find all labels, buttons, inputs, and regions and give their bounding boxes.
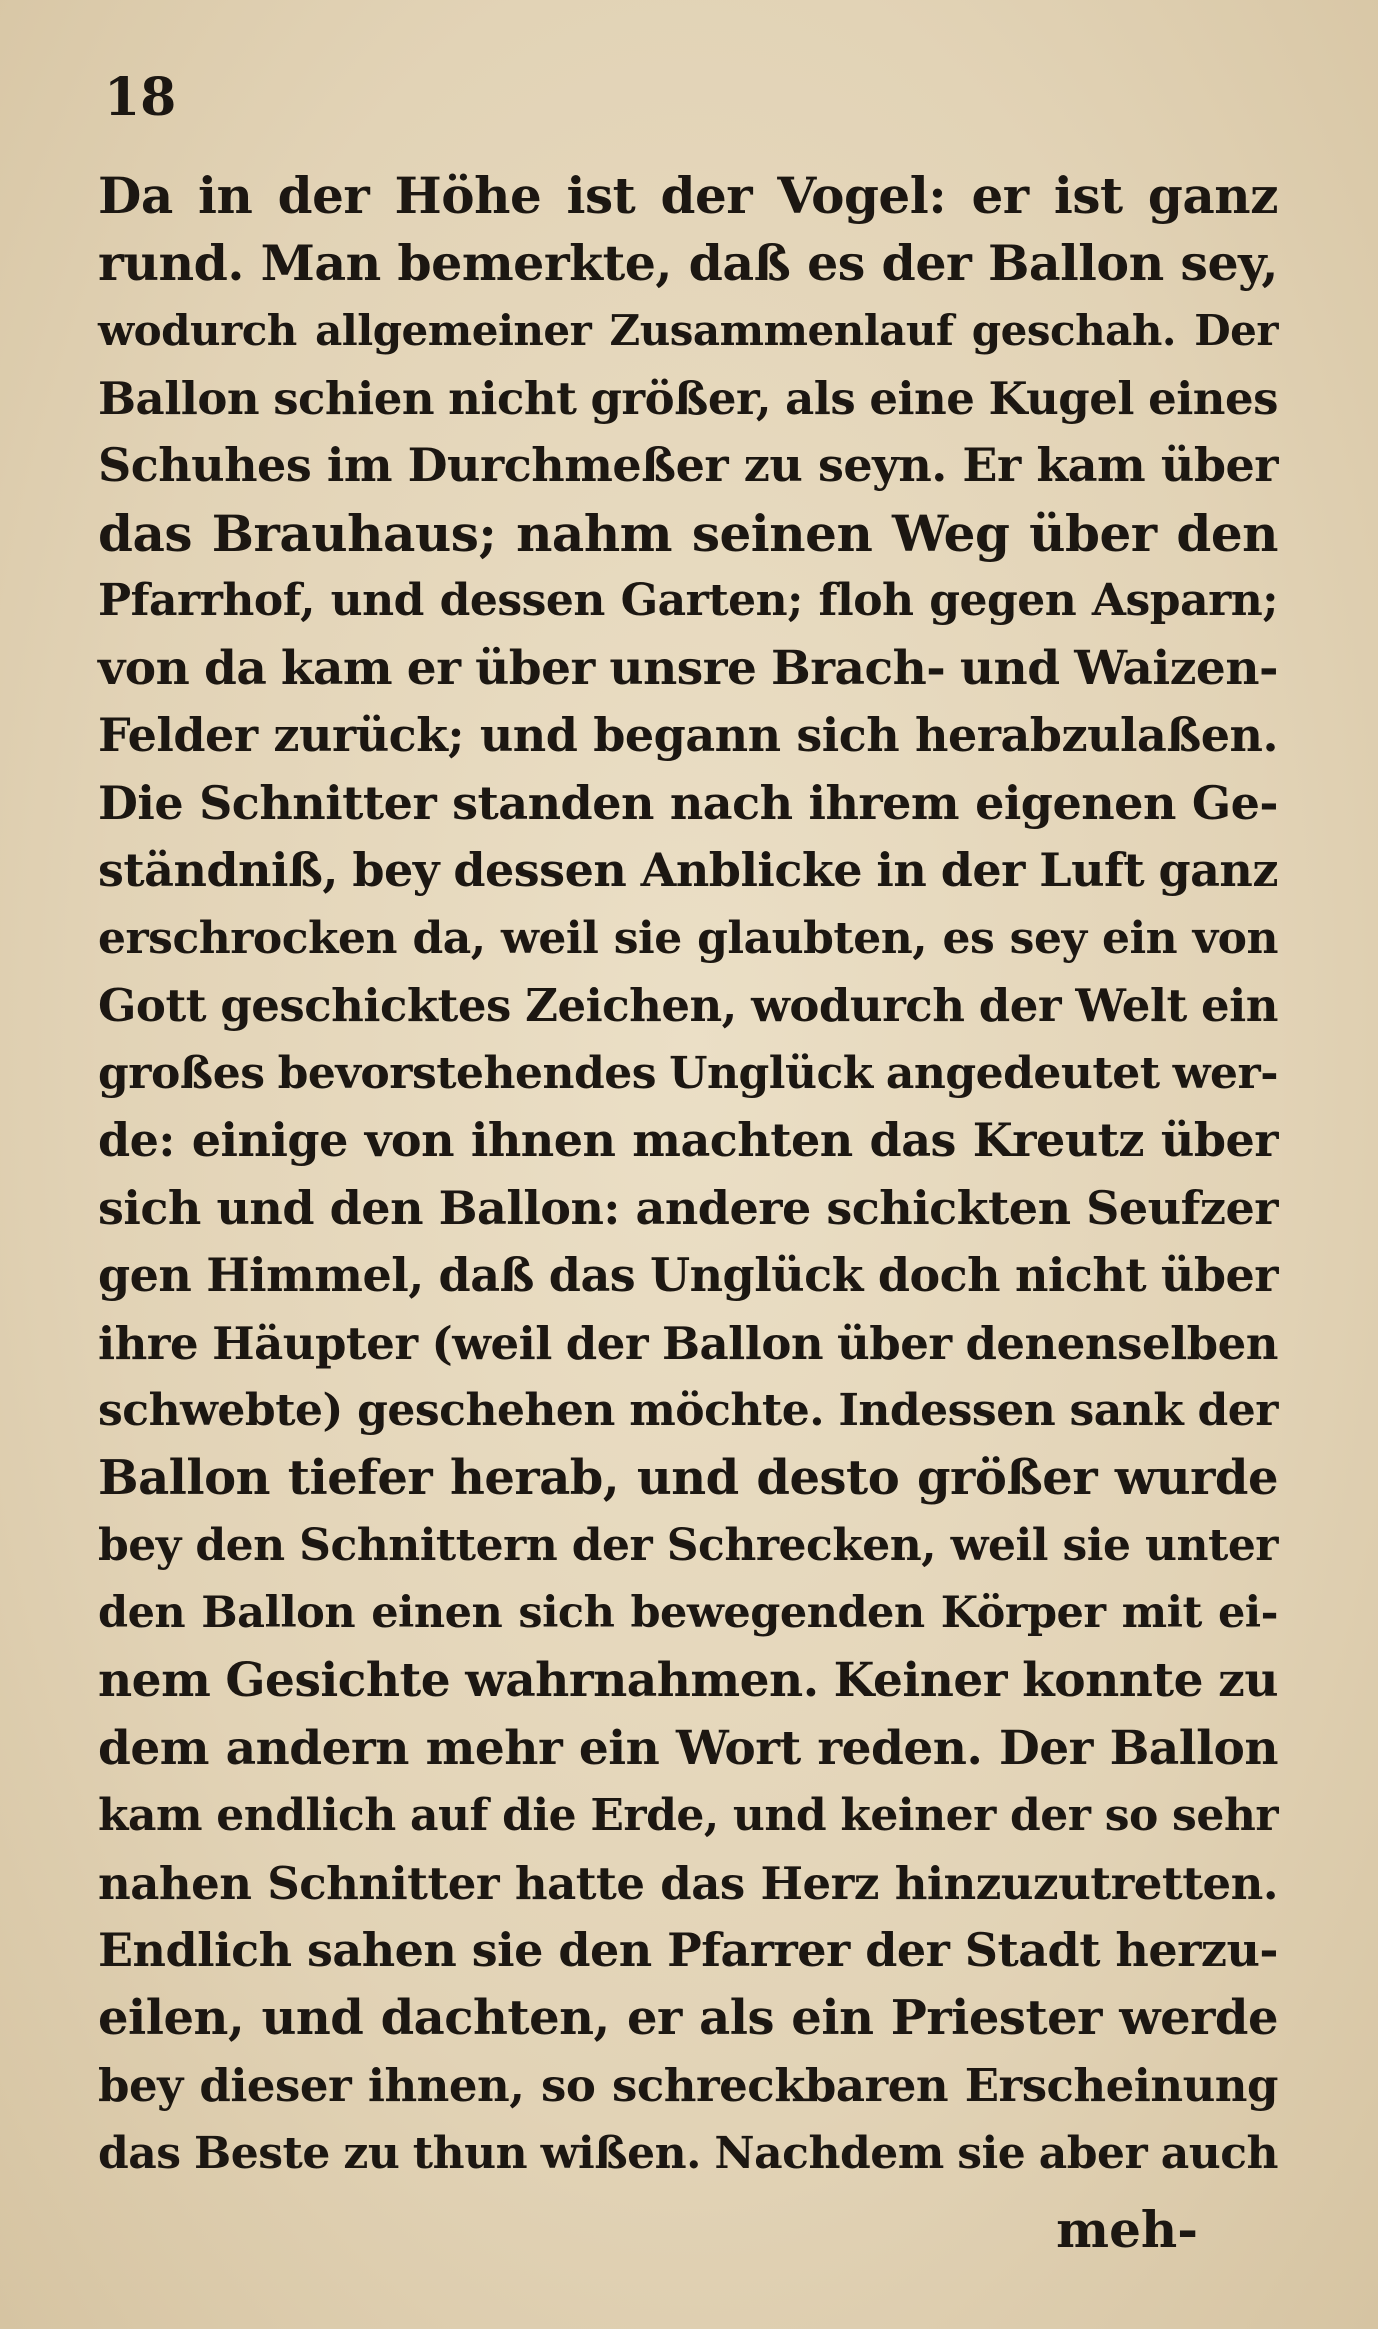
text-line: gen Himmel, daß das Unglück doch nicht über: [98, 1248, 1278, 1302]
text-line: sich und den Ballon: andere schickten Seufzer: [98, 1180, 1278, 1235]
text-line: Da in der Höhe ist der Vogel: er ist ganz: [98, 166, 1278, 225]
text-line: Endlich sahen sie den Pfarrer der Stadt herzu-: [98, 1923, 1278, 1977]
text-line: wodurch allgemeiner Zusammenlauf geschah. Der: [98, 306, 1278, 355]
text-line: das Beste zu thun wißen. Nachdem sie aber auch: [98, 2127, 1278, 2179]
text-line: erschrocken da, weil sie glaubten, es sey ein von: [98, 912, 1278, 964]
text-line: den Ballon einen sich bewegenden Körper mit ei-: [98, 1587, 1278, 1638]
text-line: de: einige von ihnen machten das Kreutz über: [98, 1113, 1278, 1167]
text-line: Ballon tiefer herab, und desto größer wurde: [98, 1449, 1278, 1506]
text-line: ihre Häupter (weil der Ballon über denenselben: [98, 1316, 1278, 1370]
text-line: schwebte) geschehen möchte. Indessen sank der: [98, 1385, 1278, 1436]
body-text: [98, 162, 1278, 2187]
text-line: von da kam er über unsre Brach- und Waizen-: [98, 640, 1278, 696]
text-line: großes bevorstehendes Unglück angedeutet wer-: [98, 1047, 1278, 1099]
text-line: bey dieser ihnen, so schreckbaren Erscheinung: [98, 2059, 1278, 2112]
text-line: Pfarrhof, und dessen Garten; floh gegen Asparn;: [98, 575, 1278, 626]
text-line: bey den Schnittern der Schrecken, weil sie unter: [98, 1520, 1278, 1571]
catchword: meh-: [1056, 2200, 1198, 2259]
text-line: Die Schnitter standen nach ihrem eigenen Ge-: [98, 775, 1278, 830]
text-line: Schuhes im Durchmeßer zu seyn. Er kam über: [98, 438, 1278, 492]
text-line: Gott geschicktes Zeichen, wodurch der Welt ein: [98, 979, 1278, 1032]
text-line: eilen, und dachten, er als ein Priester werde: [98, 1989, 1278, 2046]
text-line: nahen Schnitter hatte das Herz hinzuzutretten.: [98, 1856, 1278, 1910]
text-line: rund. Man bemerkte, daß es der Ballon sey,: [98, 233, 1278, 292]
text-line: das Brauhaus; nahm seinen Weg über den: [98, 503, 1278, 563]
page-number: 18: [104, 67, 177, 128]
text-line: dem andern mehr ein Wort reden. Der Ballon: [98, 1720, 1278, 1776]
text-line: Ballon schien nicht größer, als eine Kugel eines: [98, 371, 1278, 425]
text-line: kam endlich auf die Erde, und keiner der so sehr: [98, 1790, 1278, 1841]
text-line: ständniß, bey dessen Anblicke in der Luft ganz: [98, 843, 1278, 897]
text-line: Felder zurück; und begann sich herabzulaßen.: [98, 708, 1278, 762]
text-line: nem Gesichte wahrnahmen. Keiner konnte zu: [98, 1653, 1278, 1708]
